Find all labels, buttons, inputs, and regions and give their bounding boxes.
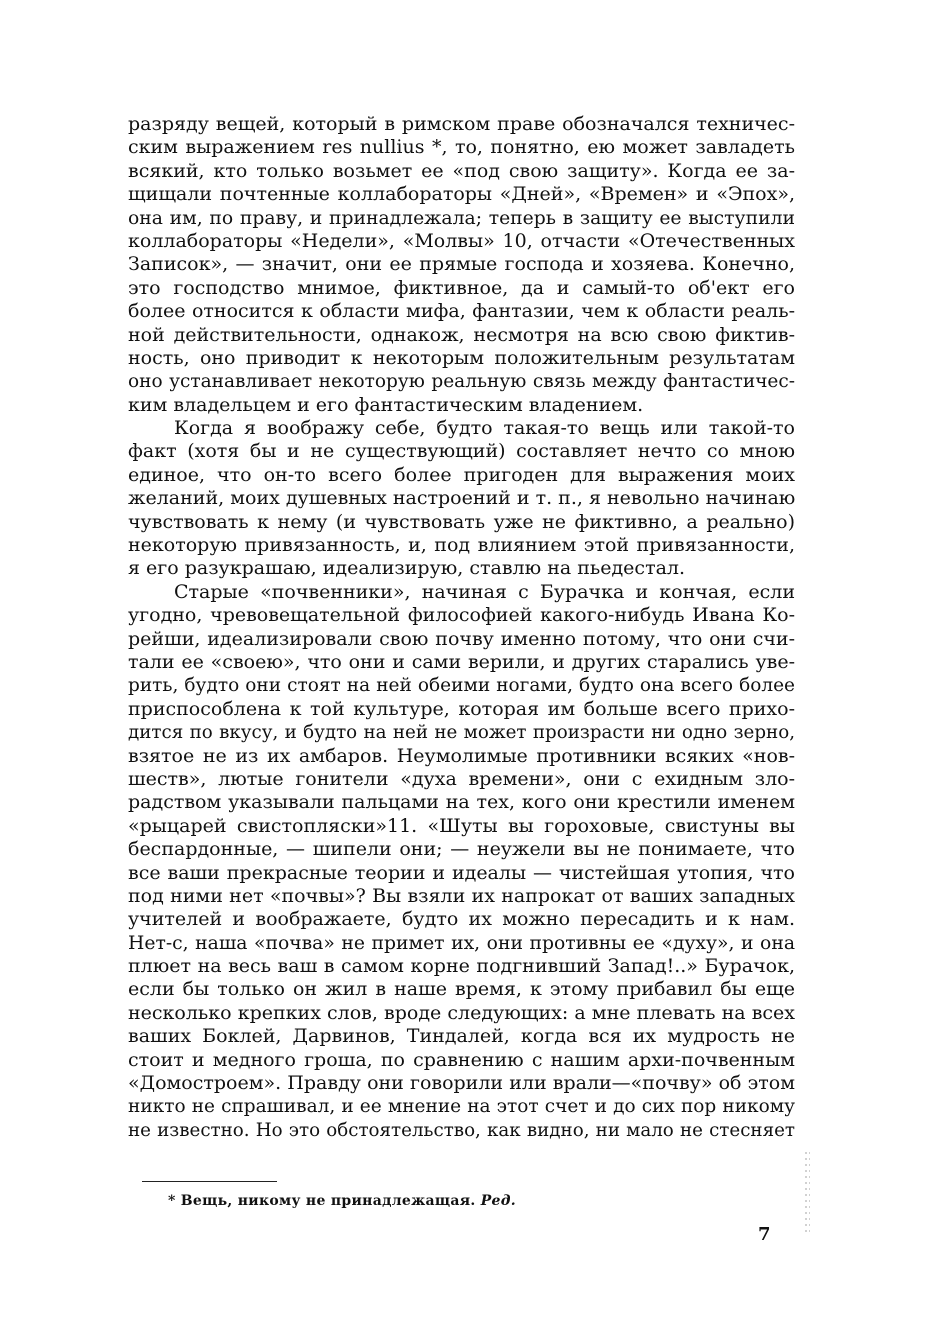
page-number: 7 [758,1224,771,1245]
text-line: ной действительности, однакож, несмотря на всю свою фиктив- [128,323,795,346]
text-line: она им, по праву, и принадлежала; теперь в защиту ее выступили [128,207,795,229]
footnote [168,1193,516,1209]
text-line: «Домостроем». Правду они говорили или врали—«почву» об этом [128,1072,795,1095]
text-line: Записок», — значит, они ее прямые господа и хозяева. Конечно, [128,253,795,276]
text-line: рейши, идеализировали свою почву именно потому, что они счи- [128,627,795,650]
text-line: желаний, моих душевных настроений и т. п., я невольно начинаю [128,487,796,510]
text-line: плюет на весь ваш в самом корне подгнивший Запад!..» Бурачок, [128,955,795,978]
text-line: шеств», лютые гонители «духа времени», они с ехидным зло- [128,767,795,790]
text-line: это господство мнимое, фиктивное, да и самый-то об'ект его [128,276,795,299]
text-line: под ними нет «почвы»? Вы взяли их напрокат от ваших западных [128,884,795,907]
footnote-divider [142,1181,277,1182]
text-line: коллабораторы «Недели», «Молвы» 10, отчасти «Отечественных [128,229,795,252]
text-line: чувствовать к нему (и чувствовать уже не фиктивно, а реально) [128,510,795,533]
text-line: стоит и медного гроша, по сравнению с нашим архи-почвенным [128,1048,795,1071]
text-line: дится по вкусу, и будто на ней не может произрасти ни одно зерно, [128,722,795,744]
text-line: рить, будто они стоят на ней обеими ногами, будто она всего более [128,675,795,697]
text-line: угодно, чревовещательной философией какого-нибудь Ивана Ко- [128,604,795,627]
footnote-text: * Вещь, никому не принадлежащая. [168,1193,476,1209]
text-line: тали ее «своею», что они и сами верили, и других старались уве- [128,650,795,673]
text-line: разряду вещей, который в римском праве обозначался техничес- [128,113,795,135]
text-line: не известно. Но это обстоятельство, как видно, ни мало не стесняет [128,1119,795,1141]
text-line: никто не спрашивал, и ее мнение на этот счет и до сих пор никому [128,1096,795,1118]
text-line: оно устанавливает некоторую реальную связь между фантастичес- [128,371,795,393]
text-line: единое, что он-то всего более пригоден для выражения моих [128,463,795,486]
text-line: ским выражением res nullius *, то, понятно, ею может завладеть [128,136,795,159]
text-line: я его разукрашаю, идеализирую, ставлю на пьедестал. [128,557,686,580]
text-line: ваших Боклей, Дарвинов, Тиндалей, когда вся их мудрость не [128,1025,795,1048]
text-line: Когда я воображу себе, будто такая-то вещь или такой-то [174,417,795,440]
text-line: Старые «почвенники», начиная с Бурачка и кончая, если [174,580,795,603]
text-line: учителей и воображаете, будто их можно пересадить и к нам. [128,908,795,931]
text-line: приспособлена к той культуре, которая им больше всего прихо- [128,697,795,720]
scan-edge-noise [804,1150,810,1235]
text-line: Нет-с, наша «почва» не примет их, они противны ее «духу», и она [128,932,795,954]
text-line: щищали почтенные коллабораторы «Дней», «Времен» и «Эпох», [128,183,795,206]
text-line: факт (хотя бы и не существующий) составляет нечто со мною [128,440,795,463]
text-line: более относится к области мифа, фантазии, чем к области реаль- [128,300,795,323]
text-line: ность, оно приводит к некоторым положительным результатам [128,346,795,369]
footnote-editor-mark: Ред. [480,1193,516,1209]
text-line: ким владельцем и его фантастическим владением. [128,393,644,416]
text-line: всякий, кто только возьмет ее «под свою защиту». Когда ее за- [128,159,795,182]
text-line: беспардонные, — шипели они; — неужели вы не понимаете, что [128,838,795,861]
text-line: все ваши прекрасные теории и идеалы — чистейшая утопия, что [128,861,795,884]
text-line: если бы только он жил в наше время, к этому прибавил бы еще [128,978,795,1001]
text-line: несколько крепких слов, вроде следующих: а мне плевать на всех [128,1001,795,1024]
text-line: «рыцарей свистопляски»11. «Шуты вы гороховые, свистуны вы [128,814,795,837]
text-line: взятое не из их амбаров. Неумолимые противники всяких «нов- [128,744,795,767]
text-line: радством указывали пальцами на тех, кого они крестили именем [128,791,795,814]
text-line: некоторую привязанность, и, под влиянием этой привязанности, [128,534,795,557]
main-text [128,113,795,1142]
